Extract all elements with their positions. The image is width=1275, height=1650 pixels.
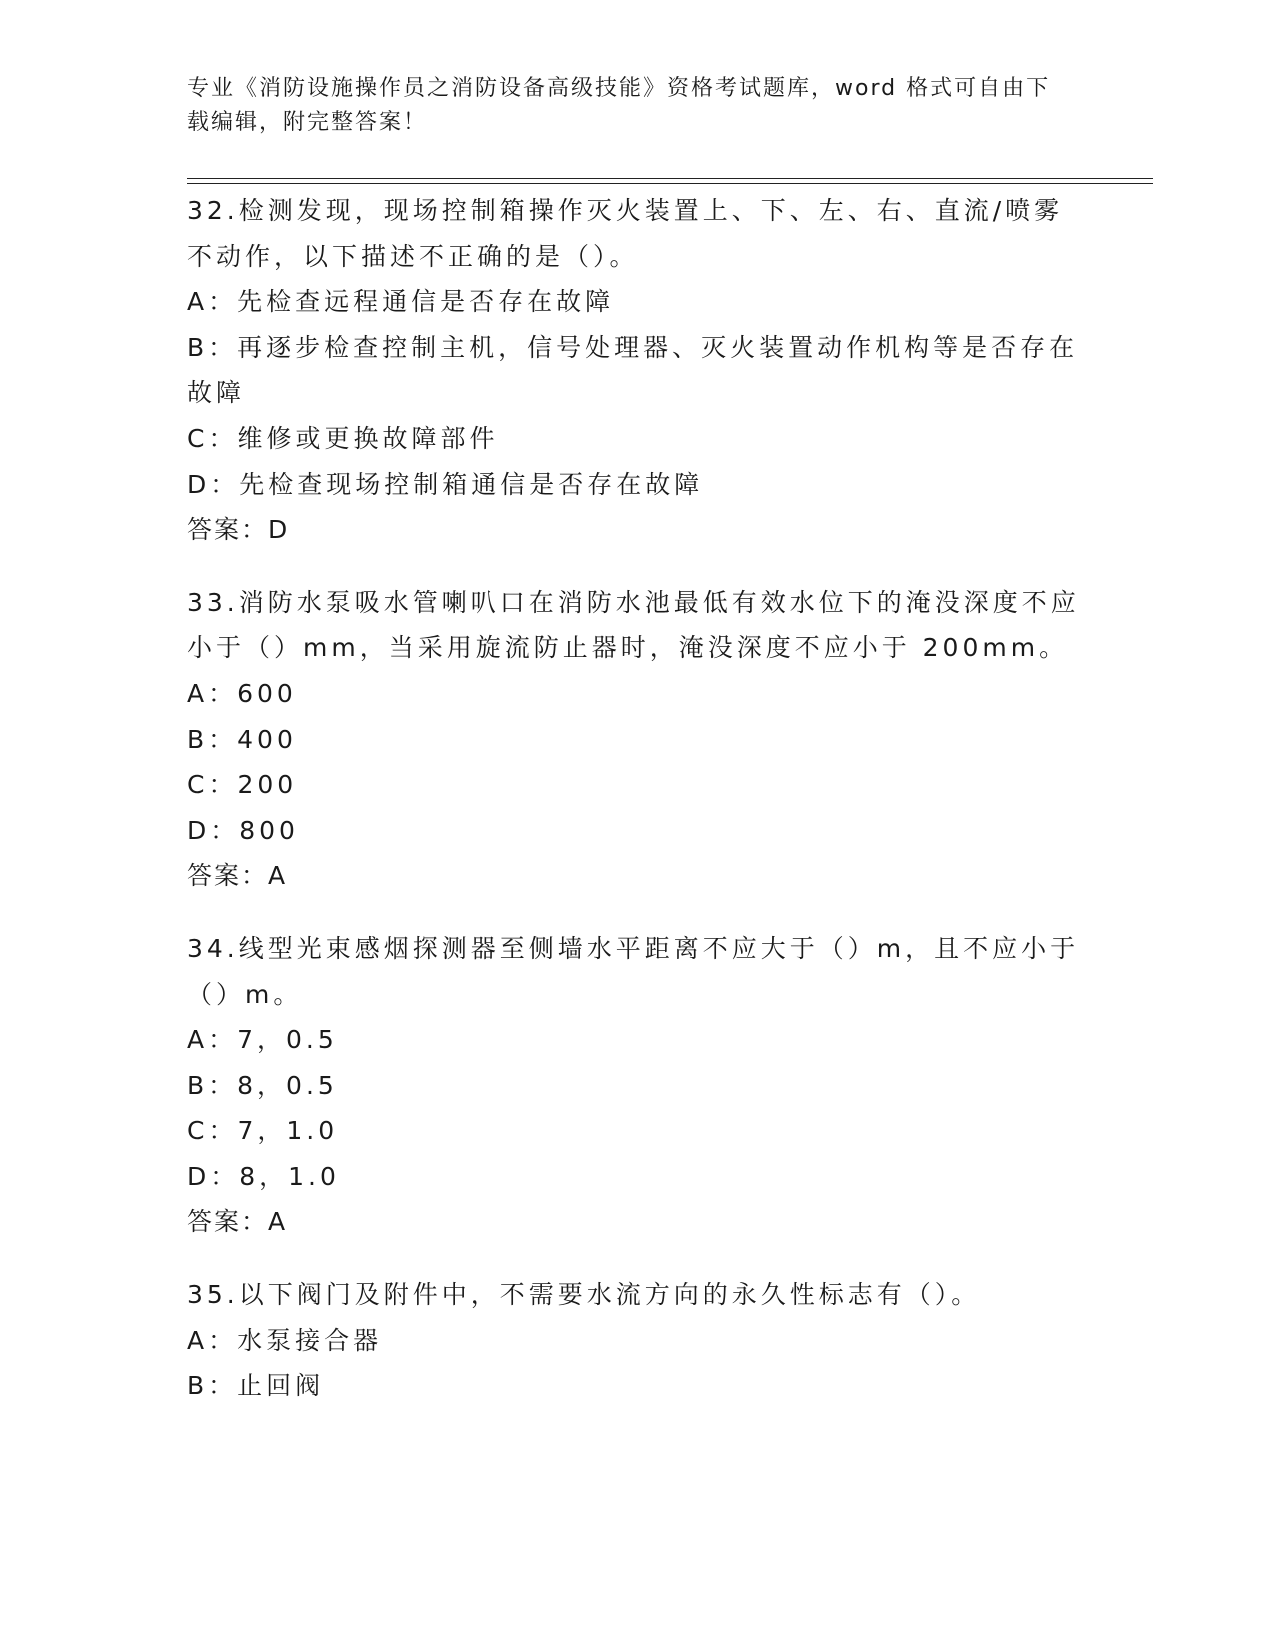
option-b: B：8，0.5 [187,1070,338,1100]
answer: 答案：A [187,1207,288,1237]
question-35 [187,1272,1087,1409]
option-d: D：8，1.0 [187,1161,340,1191]
question-list [187,188,1087,1436]
question-33 [187,580,1087,899]
option-c: C：7，1.0 [187,1116,339,1146]
header-rule-bottom [187,183,1153,184]
answer: 答案：D [187,515,290,545]
question-stem: 35.以下阀门及附件中，不需要水流方向的永久性标志有（）。 [187,1280,981,1310]
option-b: B：止回阀 [187,1371,325,1401]
answer: 答案：A [187,861,288,891]
option-d: D：800 [187,815,299,845]
question-stem: 33.消防水泵吸水管喇叭口在消防水池最低有效水位下的淹没深度不应小于（）mm，当采用旋流防止器时，淹没深度不应小于 200mm。 [187,587,1080,663]
document-header: 专业《消防设施操作员之消防设备高级技能》资格考试题库，word 格式可自由下载编辑，附完整答案！ [187,76,1051,135]
question-32 [187,188,1087,553]
question-stem: 32.检测发现，现场控制箱操作灭火装置上、下、左、右、直流/喷雾不动作，以下描述不正确的是（）。 [187,196,1064,271]
option-a: A：先检查远程通信是否存在故障 [187,287,615,317]
question-stem: 34.线型光束感烟探测器至侧墙水平距离不应大于（）m，且不应小于（）m。 [187,933,1080,1009]
option-b: B：400 [187,724,297,754]
option-d: D：先检查现场控制箱通信是否存在故障 [187,469,704,499]
option-a: A：7，0.5 [187,1025,338,1055]
option-b: B：再逐步检查控制主机，信号处理器、灭火装置动作机构等是否存在故障 [187,332,1079,408]
question-34 [187,926,1087,1245]
option-a: A：600 [187,678,297,708]
header-rule-top [187,178,1153,179]
option-a: A：水泵接合器 [187,1325,383,1355]
option-c: C：维修或更换故障部件 [187,423,499,453]
option-c: C：200 [187,770,298,800]
